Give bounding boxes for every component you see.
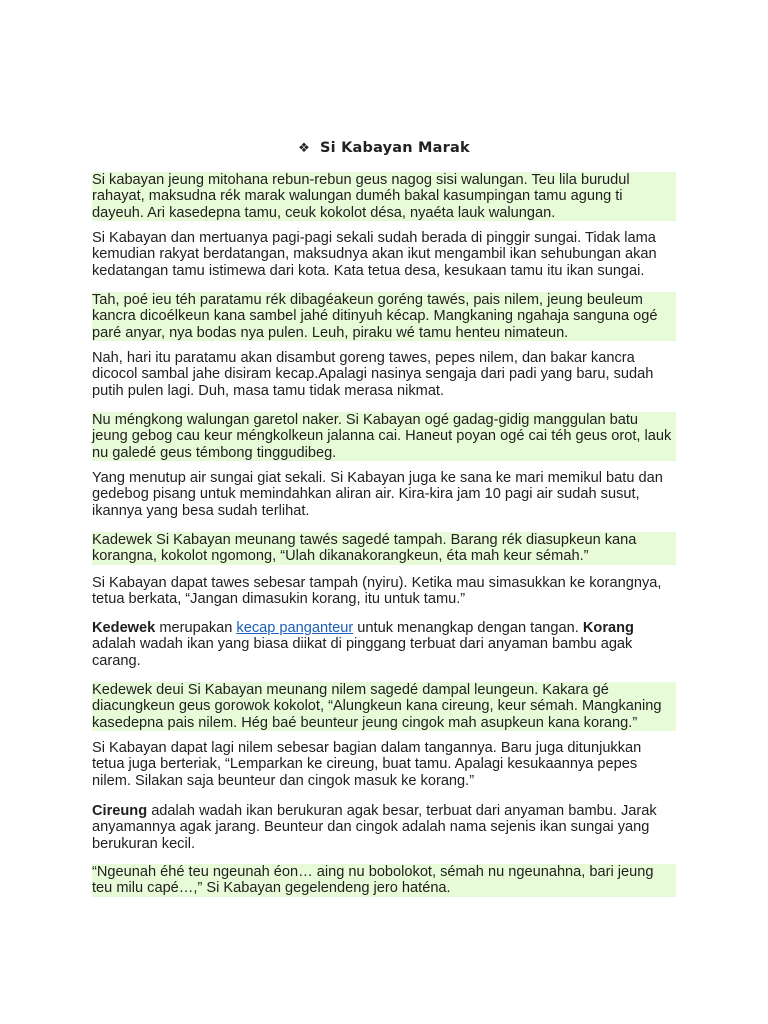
paragraph-indonesian-3: Yang menutup air sungai giat sekali. Si Kabayan juga ke sana ke mari memikul batu dan gedebog pisang untuk memindahkan aliran air. Kira-kira jam 10 pagi air sudah susut, ikannya yang besa sudah terlihat. [92, 470, 663, 519]
paragraph-glossary-2 [92, 803, 676, 852]
paragraph-indonesian-2: Nah, hari itu paratamu akan disambut goreng tawes, pepes nilem, dan bakar kancra dicocol sambal jahe disiram kecap.Apalagi nasinya sengaja dari padi yang baru, sudah putih pulen lagi. Duh, masa tamu tidak merasa nikmat. [92, 350, 654, 399]
paragraph-sundanese-6: “Ngeunah éhé teu ngeunah éon… aing nu bobolokot, sémah nu ngeunahna, bari jeung teu milu capé…,” Si Kabayan gegelendeng jero haténa. [92, 864, 676, 897]
glossary-text-3: adalah wadah ikan yang biasa diikat di pinggang terbuat dari anyaman bambu agak carang. [92, 636, 633, 669]
term-korang: Korang [582, 620, 634, 636]
glossary-text-4: adalah wadah ikan berukuran agak besar, terbuat dari anyaman bambu. Jarak anyamannya agak jarang. Beunteur dan cingok adalah nama sejenis ikan sungai yang berukuran kecil. [92, 803, 657, 852]
glossary-text-2: untuk menangkap dengan tangan. [353, 620, 583, 636]
paragraph-sundanese-1: Si kabayan jeung mitohana rebun-rebun geus nagog sisi walungan. Teu lila burudul rahayat, maksudna rék marak walungan duméh bakal kasumpingan tamu agung ti dayeuh. Ari kasedepna tamu, ceuk kokolot désa, nyaéta lauk walungan. [92, 172, 676, 221]
paragraph-sundanese-3: Nu méngkong walungan garetol naker. Si Kabayan ogé gadag-gidig manggulan batu jeung gebog cau keur méngkolkeun jalanna cai. Haneut poyan ogé cai téh geus orot, lauk nu galedé geus témbong tinggudibeg. [92, 412, 676, 461]
paragraph-indonesian-4: Si Kabayan dapat tawes sebesar tampah (nyiru). Ketika mau simasukkan ke korangnya, tetua berkata, “Jangan dimasukin korang, itu untuk tamu.” [92, 575, 662, 608]
link-kecap-panganteur[interactable]: kecap panganteur [236, 620, 354, 636]
term-cireung: Cireung [92, 803, 148, 819]
paragraph-glossary-1 [92, 620, 676, 669]
paragraph-indonesian-1: Si Kabayan dan mertuanya pagi-pagi sekali sudah berada di pinggir sungai. Tidak lama kemudian rakyat berdatangan, maksudnya akan ikut mengambil ikan sehubungan akan kedatangan tamu istimewa dari kota. Kata tetua desa, kesukaan tamu itu ikan sungai. [92, 230, 657, 279]
term-kedewek: Kedewek [92, 620, 156, 636]
paragraph-sundanese-2: Tah, poé ieu téh paratamu rék dibagéakeun goréng tawés, pais nilem, jeung beuleum kancra dicoélkeun kana sambel jahé ditinyuh kécap. Mangkaning ngahaja sanguna ogé paré anyar, nya bodas nya pulen. Leuh, piraku wé tamu henteu nimateun. [92, 292, 676, 341]
glossary-text-1: merupakan [155, 620, 237, 636]
title-text: Si Kabayan Marak [320, 140, 470, 156]
paragraph-sundanese-5: Kedewek deui Si Kabayan meunang nilem sagedé dampal leungeun. Kakara gé diacungkeun geus gorowok kokolot, “Alungkeun kana cireung, keur sémah. Mangkaning kasedepna pais nilem. Hég baé beunteur jeung cingok mah asupkeun kana korang.” [92, 682, 676, 731]
paragraph-indonesian-5: Si Kabayan dapat lagi nilem sebesar bagian dalam tangannya. Baru juga ditunjukkan tetua juga berteriak, “Lemparkan ke cireung, buat tamu. Apalagi kesukaannya pepes nilem. Silakan saja beunteur dan cingok masuk ke korang.” [92, 740, 642, 789]
paragraph-sundanese-4: Kadewek Si Kabayan meunang tawés sagedé tampah. Barang rék diasupkeun kana korangna, kokolot ngomong, “Ulah dikanakorangkeun, éta mah keur sémah.” [92, 532, 676, 565]
diamond-bullet-icon: ❖ [298, 141, 311, 156]
page-title [0, 140, 768, 156]
